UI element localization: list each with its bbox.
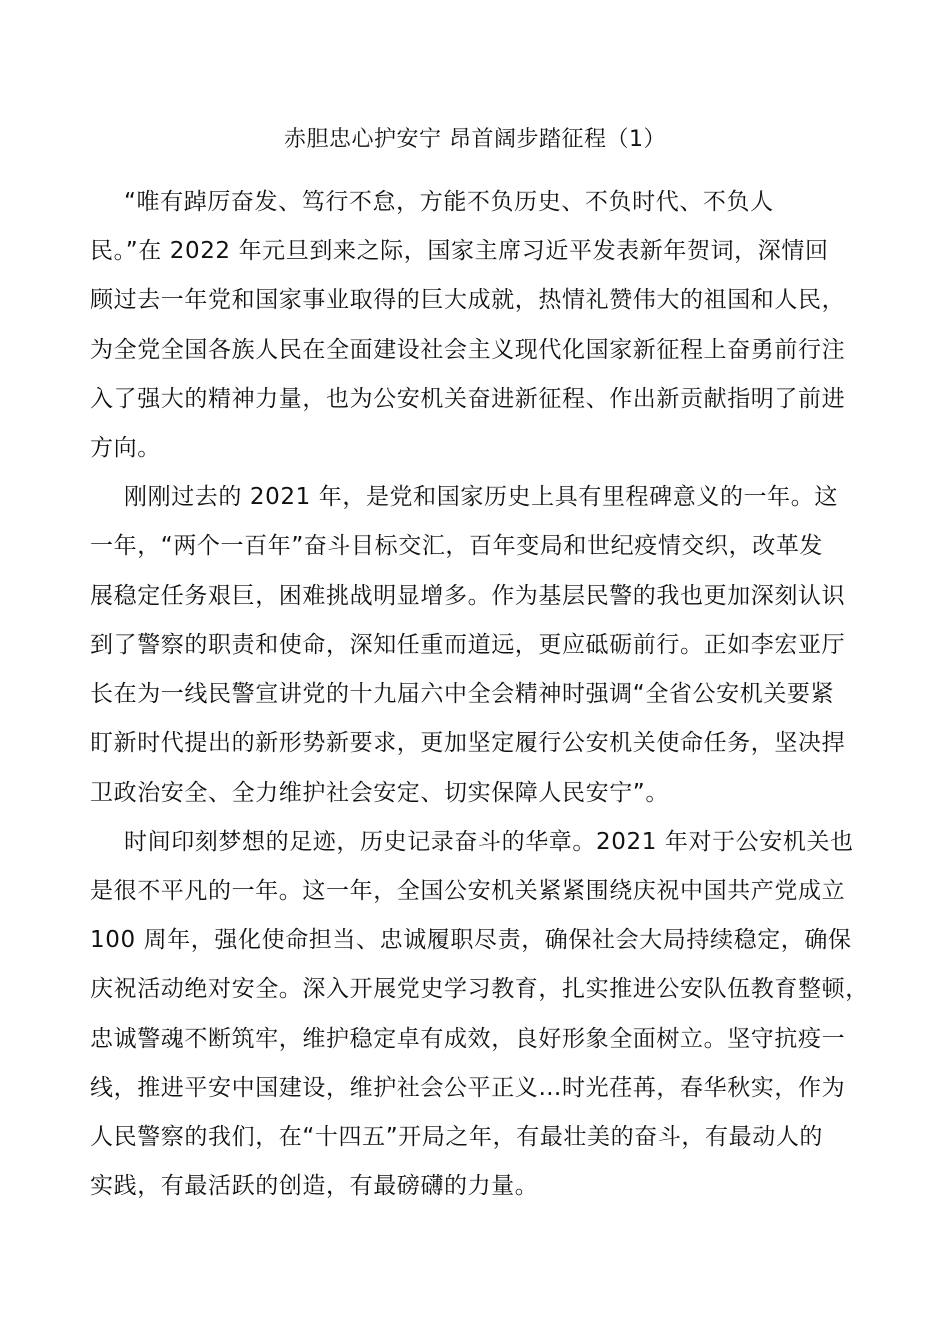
document-title: 赤胆忠心护安宁 昂首阔步踏征程（1） [284,127,666,152]
paragraph-2-line-4: 到了警察的职责和使命，深知任重而道远，更应砥砺前行。正如李宏亚厅 [90,632,846,658]
paragraph-1-line-4: 为全党全国各族人民在全面建设社会主义现代化国家新征程上奋勇前行注 [90,337,846,363]
paragraph-3-line-2: 是很不平凡的一年。这一年，全国公安机关紧紧围绕庆祝中国共产党成立 [90,878,846,904]
paragraph-2-line-1: 刚刚过去的 2021 年，是党和国家历史上具有里程碑意义的一年。这 [124,484,838,510]
paragraph-2-line-6: 盯新时代提出的新形势新要求，更加坚定履行公安机关使命任务，坚决捍 [90,730,846,756]
paragraph-3-line-1: 时间印刻梦想的足迹，历史记录奋斗的华章。2021 年对于公安机关也 [124,829,854,855]
paragraph-3-line-6: 线，推进平安中国建设，维护社会公平正义…时光荏苒，春华秋实，作为 [90,1075,846,1101]
paragraph-1-line-3: 顾过去一年党和国家事业取得的巨大成就，热情礼赞伟大的祖国和人民， [90,287,846,313]
paragraph-3-line-5: 忠诚警魂不断筑牢，维护稳定卓有成效，良好形象全面树立。坚守抗疫一 [90,1026,846,1052]
paragraph-1-line-5: 入了强大的精神力量，也为公安机关奋进新征程、作出新贡献指明了前进 [90,386,846,412]
paragraph-2-line-2: 一年，“两个一百年”奋斗目标交汇，百年变局和世纪疫情交织，改革发 [90,533,824,559]
paragraph-2-line-7: 卫政治安全、全力维护社会安定、切实保障人民安宁”。 [90,780,669,806]
paragraph-3-line-8: 实践，有最活跃的创造，有最磅礴的力量。 [90,1173,539,1199]
paragraph-1-line-2: 民。”在 2022 年元旦到来之际，国家主席习近平发表新年贺词，深情回 [90,238,829,264]
paragraph-3-line-7: 人民警察的我们，在“十四五”开局之年，有最壮美的奋斗，有最动人的 [90,1124,824,1150]
paragraph-1-line-6: 方向。 [90,435,161,461]
paragraph-3-line-3: 100 周年，强化使命担当、忠诚履职尽责，确保社会大局持续稳定，确保 [90,927,852,953]
paragraph-2-line-3: 展稳定任务艰巨，困难挑战明显增多。作为基层民警的我也更加深刻认识 [90,583,846,609]
paragraph-3-line-4: 庆祝活动绝对安全。深入开展党史学习教育，扎实推进公安队伍教育整顿， [90,976,869,1002]
paragraph-2-line-5: 长在为一线民警宣讲党的十九届六中全会精神时强调“全省公安机关要紧 [90,681,835,707]
paragraph-1-line-1: “唯有踔厉奋发、笃行不怠，方能不负历史、不负时代、不负人 [124,189,774,215]
